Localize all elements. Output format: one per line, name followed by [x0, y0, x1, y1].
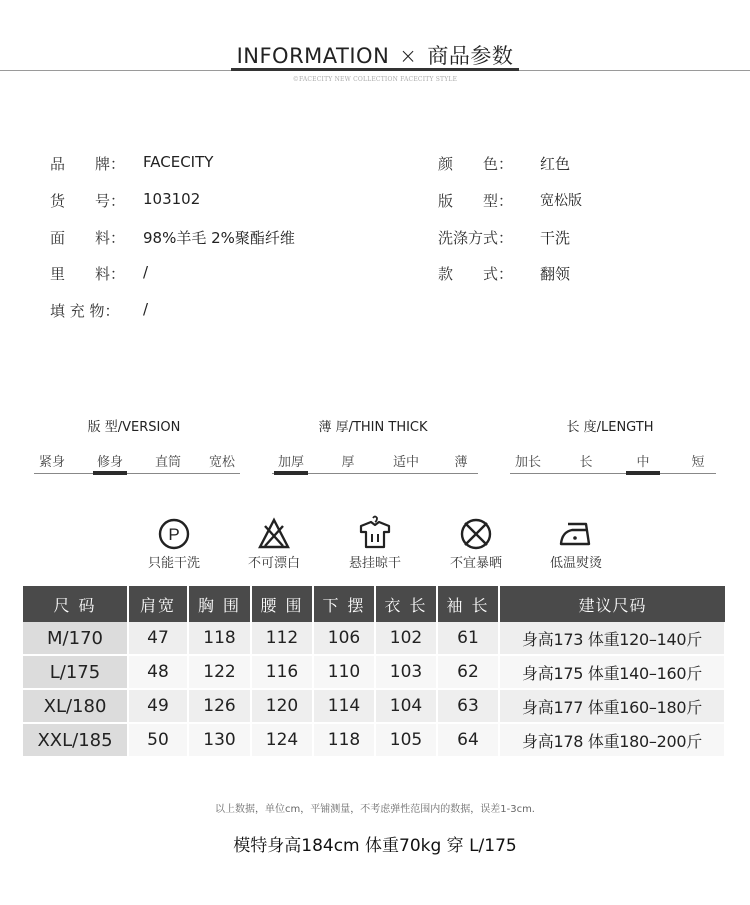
header-sleeve: 袖 长: [437, 586, 499, 622]
care-label-hang-dry: 悬挂晾干: [348, 556, 401, 571]
scale-option: 厚: [341, 455, 355, 470]
measure-cell: 62: [437, 655, 499, 689]
header-hem: 下 摆: [313, 586, 375, 622]
title-separator: ×: [399, 44, 418, 68]
table-row: [23, 622, 725, 655]
spec-value-fit: 宽松版: [540, 193, 582, 209]
size-cell: XXL/185: [23, 723, 128, 757]
care-label-no-bleach: 不可漂白: [247, 556, 300, 571]
spec-label-style: 款 式：: [438, 265, 514, 283]
measure-cell: 64: [437, 723, 499, 757]
scale-option: 长: [579, 455, 593, 470]
low-iron-icon: [558, 516, 594, 552]
measurement-note: 以上数据，单位cm，平铺测量，不考虑弹性范围内的数据，误差1-3cm.: [215, 804, 535, 815]
dry-clean-p-icon: [156, 516, 192, 552]
measure-cell: 61: [437, 622, 499, 655]
scale-option: 适中: [392, 455, 419, 470]
title-underline: [231, 68, 519, 71]
scale-title-1: 薄 厚/THIN THICK: [318, 420, 428, 435]
spec-value-brand: FACECITY: [143, 153, 214, 171]
scale-track: [510, 473, 716, 474]
spec-value-fabric: 98%羊毛 2%聚酯纤维: [143, 229, 295, 247]
size-cell: M/170: [23, 622, 128, 655]
header-subtitle: ©FACECITY NEW COLLECTION FACECITY STYLE: [292, 76, 458, 83]
measure-cell: 120: [251, 689, 313, 723]
hang-dry-icon: [357, 514, 393, 550]
scale-track: [34, 473, 240, 474]
table-row: [23, 689, 725, 723]
scale-title-2: 长 度/LENGTH: [566, 420, 654, 435]
scale-option: 紧身: [38, 455, 65, 470]
recommend-cell: 身高178 体重180–200斤: [499, 723, 725, 757]
spec-value-item-no: 103102: [143, 190, 201, 208]
title-cn: 商品参数: [427, 44, 514, 68]
spec-label-item-no: 货 号：: [50, 192, 126, 210]
scale-option: 加厚: [277, 455, 304, 470]
svg-text:P: P: [168, 525, 180, 544]
measure-cell: 118: [313, 723, 375, 757]
spec-label-color: 颜 色：: [438, 155, 514, 173]
measure-cell: 49: [128, 689, 188, 723]
measure-cell: 102: [375, 622, 437, 655]
title-en: INFORMATION: [236, 44, 390, 68]
spec-value-filling: /: [143, 300, 149, 318]
spec-label-filling: 填 充 物：: [50, 302, 120, 320]
recommend-cell: 身高177 体重160–180斤: [499, 689, 725, 723]
size-cell: L/175: [23, 655, 128, 689]
scale-option: 宽松: [208, 455, 235, 470]
spec-value-style: 翻领: [540, 265, 571, 283]
scale-title-0: 版 型/VERSION: [87, 420, 181, 435]
measure-cell: 105: [375, 723, 437, 757]
measure-cell: 48: [128, 655, 188, 689]
measure-cell: 130: [188, 723, 251, 757]
measure-cell: 110: [313, 655, 375, 689]
spec-value-lining: /: [143, 263, 149, 281]
header-recommend: 建议尺码: [499, 586, 725, 622]
measure-cell: 106: [313, 622, 375, 655]
care-label-no-sun: 不宜暴晒: [449, 556, 502, 571]
table-row: [23, 655, 725, 689]
recommend-cell: 身高175 体重140–160斤: [499, 655, 725, 689]
header-chest: 胸 围: [188, 586, 251, 622]
spec-value-color: 红色: [540, 155, 571, 173]
spec-value-wash: 干洗: [540, 229, 571, 247]
measure-cell: 112: [251, 622, 313, 655]
measure-cell: 114: [313, 689, 375, 723]
measure-cell: 104: [375, 689, 437, 723]
scale-selected-marker: [274, 471, 308, 475]
care-label-low-iron: 低温熨烫: [549, 556, 602, 571]
spec-label-fit: 版 型：: [438, 192, 514, 210]
scale-option: 中: [636, 455, 650, 470]
spec-label-wash: 洗涤方式：: [438, 229, 514, 247]
size-table: [23, 586, 726, 758]
measure-cell: 126: [188, 689, 251, 723]
scale-selected-marker: [93, 471, 127, 475]
recommend-cell: 身高173 体重120–140斤: [499, 622, 725, 655]
no-bleach-icon: [256, 516, 292, 552]
measure-cell: 122: [188, 655, 251, 689]
spec-label-lining: 里 料：: [50, 265, 126, 283]
scale-selected-marker: [626, 471, 660, 475]
measure-cell: 118: [188, 622, 251, 655]
measure-cell: 47: [128, 622, 188, 655]
care-label-dry-clean: 只能干洗: [147, 556, 200, 571]
measure-cell: 63: [437, 689, 499, 723]
scale-option: 直筒: [154, 455, 181, 470]
measure-cell: 124: [251, 723, 313, 757]
scale-option: 短: [691, 455, 705, 470]
header-length: 衣 长: [375, 586, 437, 622]
scale-option: 修身: [96, 455, 123, 470]
size-cell: XL/180: [23, 689, 128, 723]
spec-label-brand: 品 牌：: [50, 155, 126, 173]
no-sun-dry-icon: [458, 516, 494, 552]
header-shoulder: 肩宽: [128, 586, 188, 622]
model-info: 模特身高184cm 体重70kg 穿 L/175: [233, 836, 517, 856]
measure-cell: 103: [375, 655, 437, 689]
scale-option: 薄: [454, 455, 468, 470]
header-waist: 腰 围: [251, 586, 313, 622]
scale-option: 加长: [514, 455, 541, 470]
measure-cell: 116: [251, 655, 313, 689]
table-row: [23, 723, 725, 757]
section-title: [231, 40, 519, 70]
measure-cell: 50: [128, 723, 188, 757]
header-size: 尺 码: [23, 586, 128, 622]
spec-label-fabric: 面 料：: [50, 229, 126, 247]
table-header-row: [23, 586, 725, 622]
